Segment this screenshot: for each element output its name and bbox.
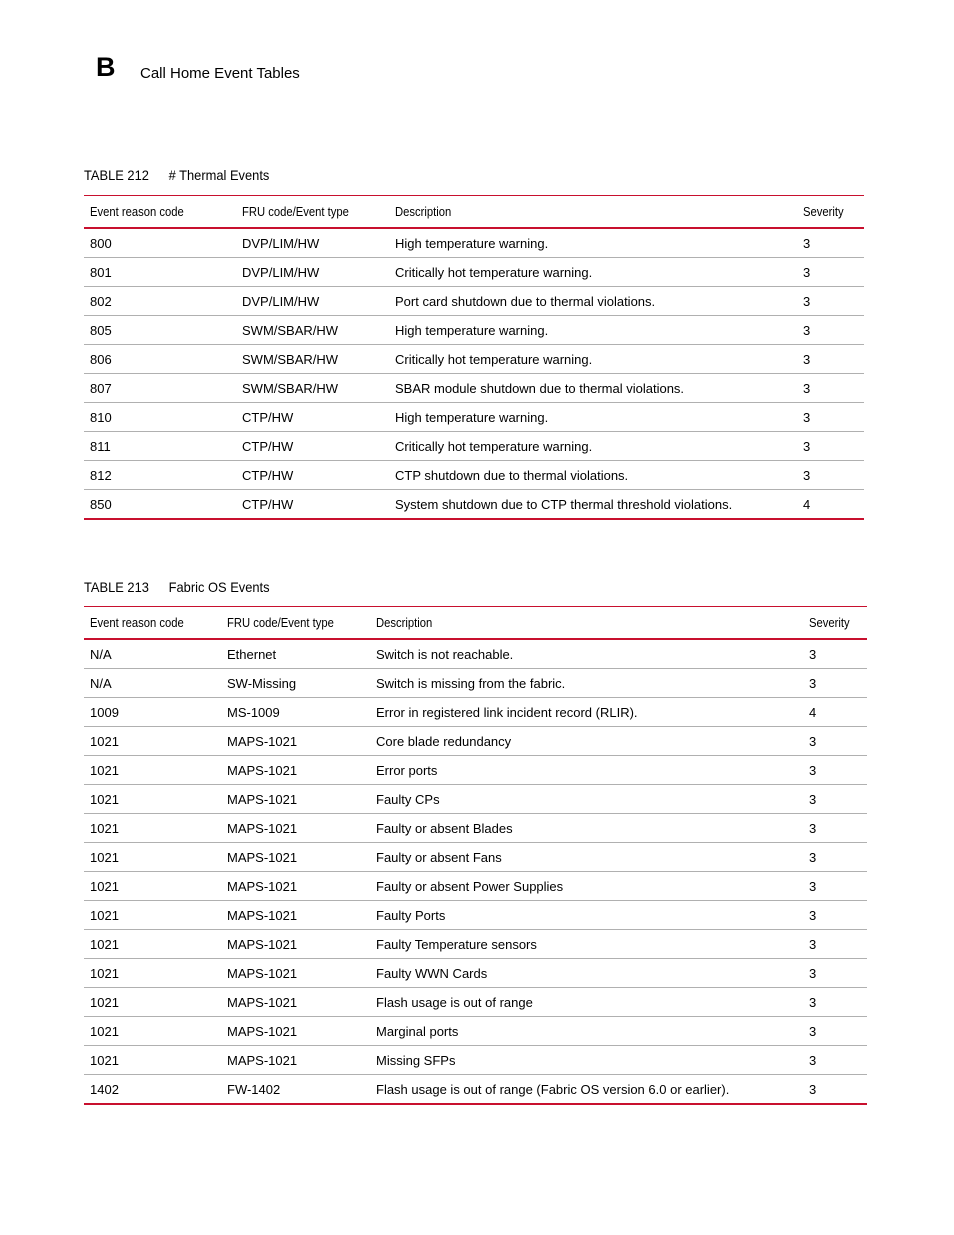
table-213-title: Fabric OS Events: [168, 579, 270, 595]
table-row: [84, 698, 867, 727]
table-cell: FW-1402: [221, 1075, 370, 1105]
table-row: [84, 756, 867, 785]
table-row: [84, 316, 864, 345]
table-cell: CTP/HW: [236, 432, 389, 461]
table-cell: 1021: [84, 843, 221, 872]
table-cell: 3: [803, 872, 867, 901]
table-cell: Ethernet: [221, 639, 370, 669]
table-cell: 3: [797, 461, 864, 490]
table-cell: MAPS-1021: [221, 727, 370, 756]
table-212-number: TABLE 212: [84, 167, 149, 183]
table-cell: 3: [803, 785, 867, 814]
table-cell: Missing SFPs: [370, 1046, 803, 1075]
table-cell: 1021: [84, 727, 221, 756]
table-cell: 3: [803, 988, 867, 1017]
table-row: [84, 461, 864, 490]
table-row: [84, 669, 867, 698]
table-row: [84, 988, 867, 1017]
table-cell: 850: [84, 490, 236, 520]
table-row: [84, 785, 867, 814]
table-cell: 811: [84, 432, 236, 461]
table-cell: MAPS-1021: [221, 930, 370, 959]
table-cell: Error ports: [370, 756, 803, 785]
appendix-letter: B: [96, 52, 116, 82]
table-row: [84, 727, 867, 756]
table-cell: High temperature warning.: [389, 403, 797, 432]
table-cell: Faulty or absent Power Supplies: [370, 872, 803, 901]
table-row: [84, 258, 864, 287]
table-213-number: TABLE 213: [84, 579, 149, 595]
table-cell: MAPS-1021: [221, 901, 370, 930]
table-row: [84, 959, 867, 988]
table-cell: Error in registered link incident record (RLIR).: [370, 698, 803, 727]
table-cell: 1021: [84, 930, 221, 959]
table-cell: Port card shutdown due to thermal violations.: [389, 287, 797, 316]
table-cell: DVP/LIM/HW: [236, 258, 389, 287]
table-cell: 3: [803, 814, 867, 843]
table-row: [84, 287, 864, 316]
table-cell: MAPS-1021: [221, 1017, 370, 1046]
table-cell: 1021: [84, 1017, 221, 1046]
table-cell: 802: [84, 287, 236, 316]
table-cell: SBAR module shutdown due to thermal violations.: [389, 374, 797, 403]
table-cell: 1021: [84, 901, 221, 930]
table-cell: Flash usage is out of range (Fabric OS version 6.0 or earlier).: [370, 1075, 803, 1105]
table-cell: Core blade redundancy: [370, 727, 803, 756]
table-row: [84, 930, 867, 959]
column-header: FRU code/Event type: [227, 615, 334, 630]
table-cell: Faulty WWN Cards: [370, 959, 803, 988]
table-cell: MAPS-1021: [221, 1046, 370, 1075]
table-cell: 3: [797, 287, 864, 316]
table-row: [84, 901, 867, 930]
column-header: Description: [376, 615, 433, 630]
column-header: Severity: [809, 615, 850, 630]
table-cell: 3: [803, 727, 867, 756]
table-cell: CTP/HW: [236, 461, 389, 490]
table-cell: 3: [803, 1017, 867, 1046]
table-cell: SW-Missing: [221, 669, 370, 698]
table-cell: 1021: [84, 1046, 221, 1075]
table-cell: MAPS-1021: [221, 814, 370, 843]
column-header: Severity: [803, 204, 844, 219]
table-cell: 3: [803, 930, 867, 959]
table-cell: 3: [803, 639, 867, 669]
table-row: [84, 872, 867, 901]
table-cell: SWM/SBAR/HW: [236, 345, 389, 374]
column-header: Event reason code: [90, 204, 184, 219]
table-cell: Faulty Temperature sensors: [370, 930, 803, 959]
table-cell: MAPS-1021: [221, 756, 370, 785]
table-cell: 1021: [84, 785, 221, 814]
table-cell: 3: [803, 901, 867, 930]
table-row: [84, 1017, 867, 1046]
table-cell: MAPS-1021: [221, 988, 370, 1017]
table-header-row: [84, 607, 867, 640]
table-cell: Switch is missing from the fabric.: [370, 669, 803, 698]
table-header-row: [84, 196, 864, 229]
table-cell: 4: [797, 490, 864, 520]
table-cell: 805: [84, 316, 236, 345]
table-row: [84, 403, 864, 432]
table-cell: DVP/LIM/HW: [236, 287, 389, 316]
table-213-body: [84, 639, 867, 1104]
table-cell: Critically hot temperature warning.: [389, 258, 797, 287]
table-row: [84, 374, 864, 403]
table-cell: 4: [803, 698, 867, 727]
table-cell: 1021: [84, 959, 221, 988]
table-cell: SWM/SBAR/HW: [236, 374, 389, 403]
table-cell: High temperature warning.: [389, 228, 797, 258]
table-cell: CTP/HW: [236, 490, 389, 520]
table-cell: CTP/HW: [236, 403, 389, 432]
column-header: Event reason code: [90, 615, 184, 630]
column-header: FRU code/Event type: [242, 204, 349, 219]
table-cell: Faulty CPs: [370, 785, 803, 814]
table-cell: 3: [803, 843, 867, 872]
table-row: [84, 1075, 867, 1105]
table-cell: Flash usage is out of range: [370, 988, 803, 1017]
table-row: [84, 843, 867, 872]
table-cell: Marginal ports: [370, 1017, 803, 1046]
table-cell: 3: [797, 316, 864, 345]
table-cell: 807: [84, 374, 236, 403]
table-212-caption: [84, 167, 269, 183]
thermal-events-table: [84, 195, 864, 520]
table-cell: N/A: [84, 669, 221, 698]
table-cell: MAPS-1021: [221, 843, 370, 872]
table-cell: DVP/LIM/HW: [236, 228, 389, 258]
table-row: [84, 814, 867, 843]
table-row: [84, 228, 864, 258]
table-cell: CTP shutdown due to thermal violations.: [389, 461, 797, 490]
table-213-caption: [84, 579, 270, 595]
table-row: [84, 490, 864, 520]
table-cell: 3: [803, 1075, 867, 1105]
table-cell: Faulty or absent Fans: [370, 843, 803, 872]
table-cell: 3: [797, 258, 864, 287]
table-cell: 1021: [84, 872, 221, 901]
table-cell: 801: [84, 258, 236, 287]
table-cell: 3: [797, 432, 864, 461]
table-cell: Faulty Ports: [370, 901, 803, 930]
table-cell: Critically hot temperature warning.: [389, 432, 797, 461]
table-cell: MAPS-1021: [221, 959, 370, 988]
table-cell: MAPS-1021: [221, 785, 370, 814]
table-cell: 800: [84, 228, 236, 258]
table-cell: Critically hot temperature warning.: [389, 345, 797, 374]
fabric-os-events-table: [84, 606, 867, 1105]
table-cell: 1009: [84, 698, 221, 727]
table-cell: 3: [803, 756, 867, 785]
table-cell: 1402: [84, 1075, 221, 1105]
table-cell: MAPS-1021: [221, 872, 370, 901]
table-cell: 3: [803, 1046, 867, 1075]
column-header: Description: [395, 204, 452, 219]
table-cell: 3: [797, 374, 864, 403]
table-row: [84, 1046, 867, 1075]
table-cell: Switch is not reachable.: [370, 639, 803, 669]
table-row: [84, 345, 864, 374]
table-cell: 806: [84, 345, 236, 374]
table-cell: N/A: [84, 639, 221, 669]
table-row: [84, 639, 867, 669]
table-cell: MS-1009: [221, 698, 370, 727]
table-cell: System shutdown due to CTP thermal threshold violations.: [389, 490, 797, 520]
table-cell: SWM/SBAR/HW: [236, 316, 389, 345]
page-header-title: Call Home Event Tables: [140, 65, 300, 82]
table-cell: 3: [797, 228, 864, 258]
table-row: [84, 432, 864, 461]
table-cell: 3: [797, 345, 864, 374]
table-cell: 1021: [84, 814, 221, 843]
table-cell: 1021: [84, 988, 221, 1017]
table-cell: High temperature warning.: [389, 316, 797, 345]
table-212-body: [84, 228, 864, 519]
table-cell: 810: [84, 403, 236, 432]
table-cell: 3: [803, 959, 867, 988]
table-cell: 3: [797, 403, 864, 432]
table-cell: 1021: [84, 756, 221, 785]
table-cell: 812: [84, 461, 236, 490]
table-212-title: # Thermal Events: [168, 167, 270, 183]
table-cell: Faulty or absent Blades: [370, 814, 803, 843]
table-cell: 3: [803, 669, 867, 698]
